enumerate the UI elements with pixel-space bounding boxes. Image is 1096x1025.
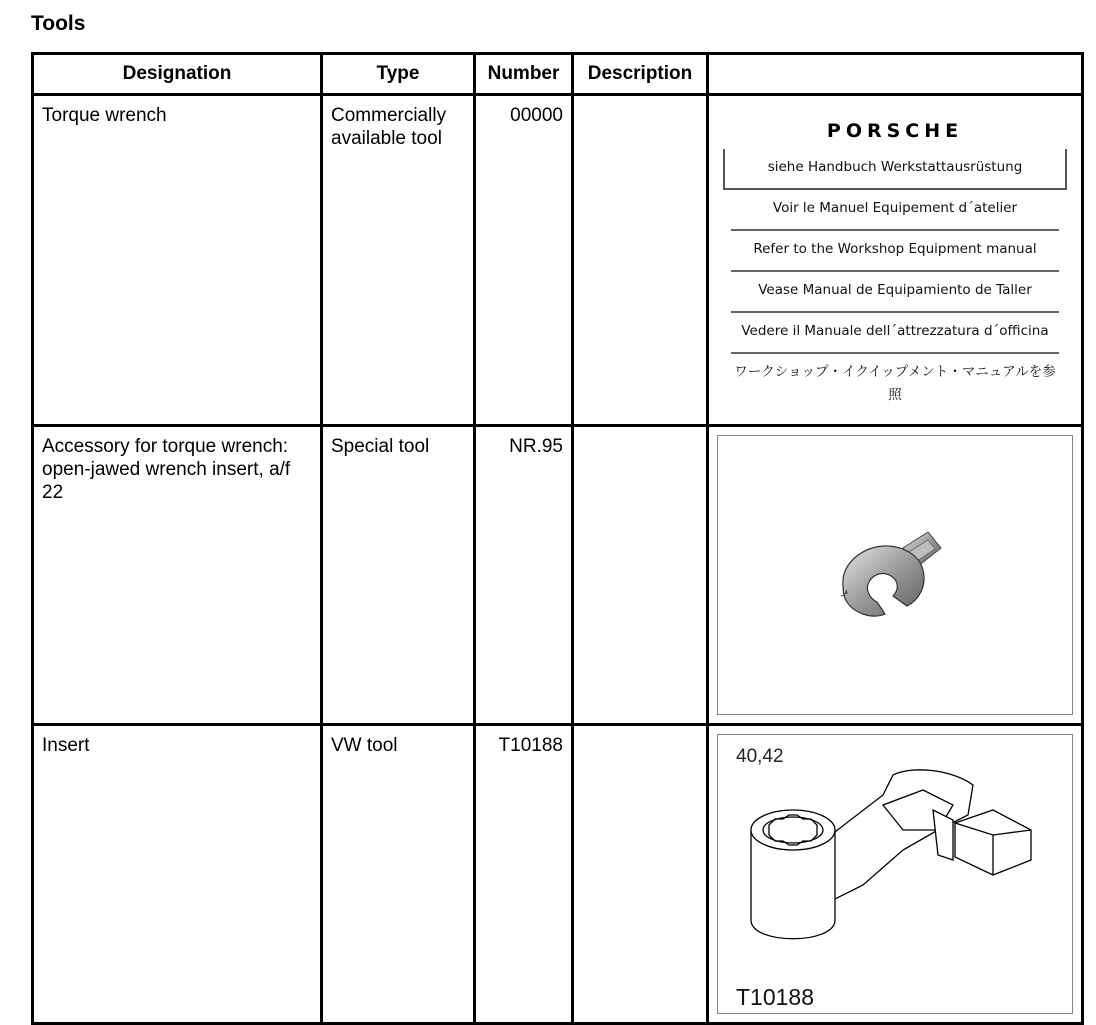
- table-row: [33, 95, 1083, 426]
- open-jaw-wrench-icon: [718, 436, 1072, 714]
- table-row: [33, 725, 1083, 1024]
- cell-number: NR.95: [475, 426, 573, 725]
- notice-line-de: siehe Handbuch Werkstattausrüstung: [723, 149, 1067, 190]
- notice-line-it: Vedere il Manuale dell´attrezzatura d´officina: [731, 313, 1059, 354]
- wrench-insert-photo: [717, 435, 1073, 715]
- header-type: Type: [322, 54, 475, 95]
- cell-designation: Torque wrench: [33, 95, 322, 426]
- porsche-logo: PORSCHE: [826, 120, 964, 142]
- cell-description: [573, 426, 708, 725]
- cell-designation: Accessory for torque wrench: open-jawed wrench insert, a/f 22: [33, 426, 322, 725]
- cell-image: [708, 725, 1083, 1024]
- notice-line-ja: ワークショップ・イクイップメント・マニュアルを参照: [734, 364, 1056, 403]
- table-row: [33, 426, 1083, 725]
- figure-ref-label: 40,42: [736, 746, 784, 767]
- ring-insert-icon: [718, 735, 1072, 1013]
- porsche-equipment-notice: [717, 120, 1073, 416]
- page-title: Tools: [31, 12, 86, 35]
- t10188-insert-drawing: [717, 734, 1073, 1014]
- cell-type: Commercially available tool: [322, 95, 475, 426]
- cell-image: [708, 426, 1083, 725]
- cell-type: Special tool: [322, 426, 475, 725]
- cell-description: [573, 725, 708, 1024]
- header-image: [708, 54, 1083, 95]
- header-description: Description: [573, 54, 708, 95]
- tool-number-label: T10188: [736, 984, 815, 1010]
- cell-designation: Insert: [33, 725, 322, 1024]
- cell-description: [573, 95, 708, 426]
- notice-line-es: Vease Manual de Equipamiento de Taller: [731, 272, 1059, 313]
- cell-number: 00000: [475, 95, 573, 426]
- table-header-row: [33, 54, 1083, 95]
- notice-line-en: Refer to the Workshop Equipment manual: [731, 231, 1059, 272]
- header-designation: Designation: [33, 54, 322, 95]
- cell-type: VW tool: [322, 725, 475, 1024]
- cell-image: [708, 95, 1083, 426]
- notice-line-fr: Voir le Manuel Equipement d´atelier: [731, 190, 1059, 231]
- header-number: Number: [475, 54, 573, 95]
- tools-table: [31, 52, 1084, 1025]
- cell-number: T10188: [475, 725, 573, 1024]
